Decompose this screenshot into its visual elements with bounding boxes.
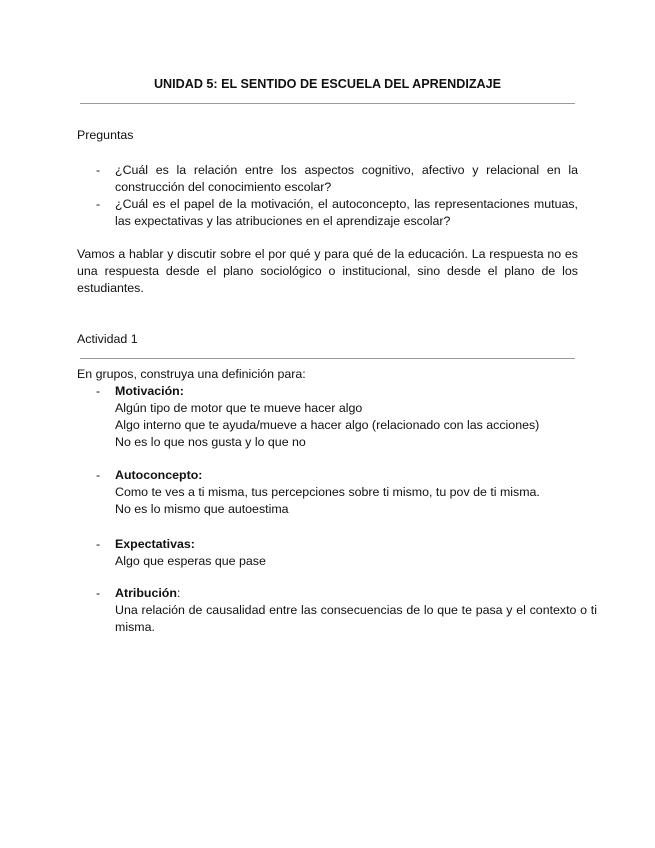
question-text: ¿Cuál es la relación entre los aspectos cognitivo, afectivo y relacional en la construcción del conocimiento escolar? [115, 163, 578, 194]
activity-heading: Actividad 1 [77, 332, 138, 346]
title-divider [80, 103, 575, 104]
bullet-dash: - [96, 384, 101, 398]
list-item [96, 196, 578, 230]
activity-divider [80, 358, 575, 359]
definition-line: No es lo que nos gusta y lo que no [115, 435, 306, 449]
term-autoconcepto [96, 467, 597, 518]
term-motivacion [96, 383, 597, 451]
intro-paragraph: Vamos a hablar y discutir sobre el por qué y para qué de la educación. La respuesta no es una respuesta desde el plano sociológico o institucional, sino desde el plano de los estudiantes. [77, 247, 578, 295]
questions-list [96, 162, 578, 230]
bullet-dash: - [96, 468, 101, 482]
term-name: Autoconcepto: [115, 468, 203, 482]
activity-instruction: En grupos, construya una definición para: [77, 367, 306, 381]
term-name: Motivación: [115, 384, 184, 398]
definition-line: No es lo mismo que autoestima [115, 502, 289, 516]
bullet-dash: - [96, 537, 101, 551]
questions-heading: Preguntas [77, 128, 134, 142]
question-text: ¿Cuál es el papel de la motivación, el autoconcepto, las representaciones mutuas, las expectativas y las atribuciones en el aprendizaje escolar? [115, 197, 578, 228]
term-expectativas [96, 536, 597, 570]
definition-line: Algo que esperas que pase [115, 554, 266, 568]
term-atribucion [96, 585, 597, 636]
document-title: UNIDAD 5: EL SENTIDO DE ESCUELA DEL APRENDIZAJE [153, 77, 502, 91]
definition-line: Como te ves a ti misma, tus percepciones sobre ti mismo, tu pov de ti misma. [115, 485, 540, 499]
list-item [96, 162, 578, 196]
bullet-dash: - [96, 163, 101, 177]
bullet-dash: - [96, 197, 101, 211]
definition-line: Una relación de causalidad entre las consecuencias de lo que te pasa y el contexto o ti misma. [115, 603, 597, 634]
term-name: Expectativas: [115, 537, 195, 551]
bullet-dash: - [96, 586, 101, 600]
definition-line: Algún tipo de motor que te mueve hacer algo [115, 401, 363, 415]
term-name: Atribución [115, 586, 177, 600]
definition-line: Algo interno que te ayuda/mueve a hacer algo (relacionado con las acciones) [115, 418, 540, 432]
term-suffix: : [176, 586, 181, 600]
